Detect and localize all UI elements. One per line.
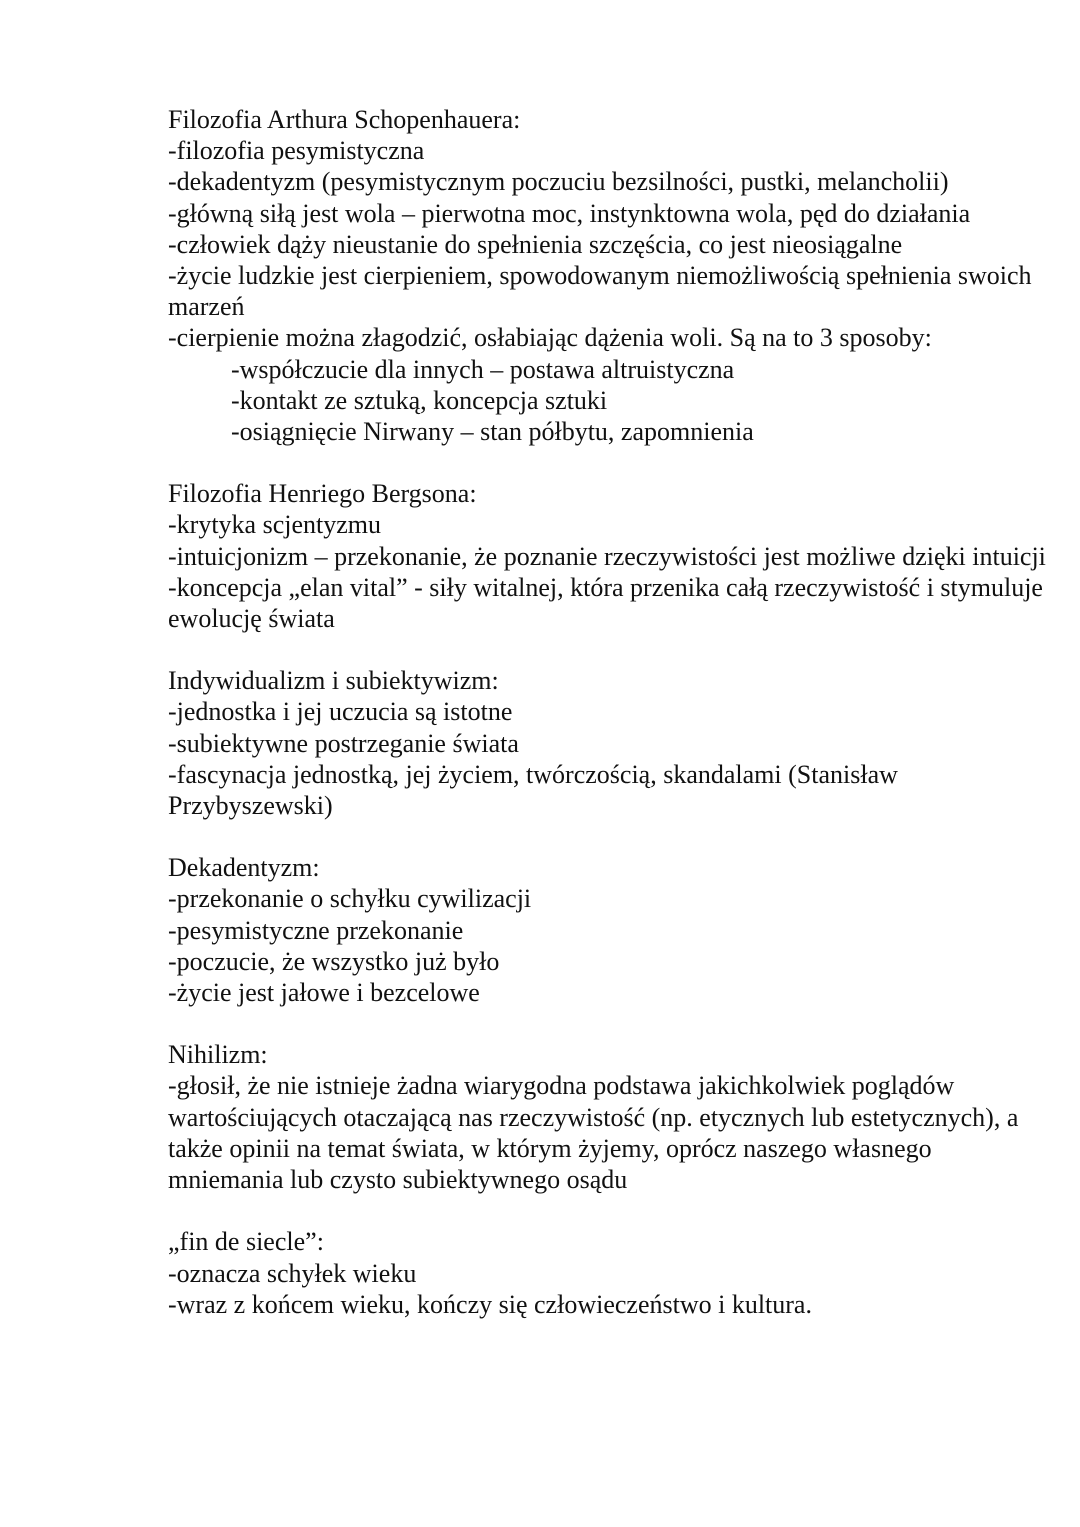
section-heading: Indywidualizm i subiektywizm: xyxy=(168,666,499,696)
list-item: -życie ludzkie jest cierpieniem, spowodowanym niemożliwością spełnienia swoich marzeń xyxy=(168,261,1032,322)
sub-list-item: -współczucie dla innych – postawa altruistyczna xyxy=(231,354,735,384)
list-item: -subiektywne postrzeganie świata xyxy=(168,728,519,758)
list-item: -poczucie, że wszystko już było xyxy=(168,946,500,976)
list-item: -główną siłą jest wola – pierwotna moc, instynktowna wola, pęd do działania xyxy=(168,198,971,228)
section-heading: „fin de siecle”: xyxy=(168,1227,324,1257)
list-item: -jednostka i jej uczucia są istotne xyxy=(168,697,513,727)
list-item: -głosił, że nie istnieje żadna wiarygodna podstawa jakichkolwiek poglądów wartościujących otaczającą nas rzeczywistość (np. etycznych lub estetycznych), a także opinii na temat świata, w którym żyjemy, oprócz naszego własnego mniemania lub czysto subiektywnego osądu xyxy=(168,1071,1019,1195)
section-heading: Filozofia Arthura Schopenhauera: xyxy=(168,105,521,134)
section-heading: Nihilizm: xyxy=(168,1040,268,1070)
section-heading: Dekadentyzm: xyxy=(168,853,320,883)
list-item: -filozofia pesymistyczna xyxy=(168,136,425,166)
list-item: -dekadentyzm (pesymistycznym poczuciu bezsilności, pustki, melancholii) xyxy=(168,167,949,197)
list-item: -wraz z końcem wieku, kończy się człowieczeństwo i kultura. xyxy=(168,1289,812,1319)
section-individualism xyxy=(168,665,1048,821)
sub-list-item: -kontakt ze sztuką, koncepcja sztuki xyxy=(231,385,608,415)
list-item: -człowiek dąży nieustanie do spełnienia szczęścia, co jest nieosiągalne xyxy=(168,229,903,259)
list-item: -koncepcja „elan vital” - siły witalnej, która przenika całą rzeczywistość i stymuluje ewolucję świata xyxy=(168,572,1043,634)
list-item: -cierpienie można złagodzić, osłabiając dążenia woli. Są na to 3 sposoby: xyxy=(168,323,932,353)
list-item: -krytyka scjentyzmu xyxy=(168,510,381,540)
list-item: -fascynacja jednostką, jej życiem, twórczością, skandalami (Stanisław Przybyszewski) xyxy=(168,759,898,821)
section-decadentism xyxy=(168,852,1048,1008)
section-heading: Filozofia Henriego Bergsona: xyxy=(168,479,477,509)
section-fin-de-siecle xyxy=(168,1226,1048,1320)
sub-list-item: -osiągnięcie Nirwany – stan półbytu, zapomnienia xyxy=(231,417,754,447)
list-item: -intuicjonizm – przekonanie, że poznanie rzeczywistości jest możliwe dzięki intuicji xyxy=(168,541,1046,571)
section-bergson xyxy=(168,478,1048,634)
list-item: -oznacza schyłek wieku xyxy=(168,1258,417,1288)
document-page xyxy=(168,104,1048,1351)
section-nihilism xyxy=(168,1039,1048,1195)
list-item: -pesymistyczne przekonanie xyxy=(168,915,464,945)
section-schopenhauer xyxy=(168,104,1048,447)
list-item: -życie jest jałowe i bezcelowe xyxy=(168,978,480,1008)
list-item: -przekonanie o schyłku cywilizacji xyxy=(168,884,532,914)
